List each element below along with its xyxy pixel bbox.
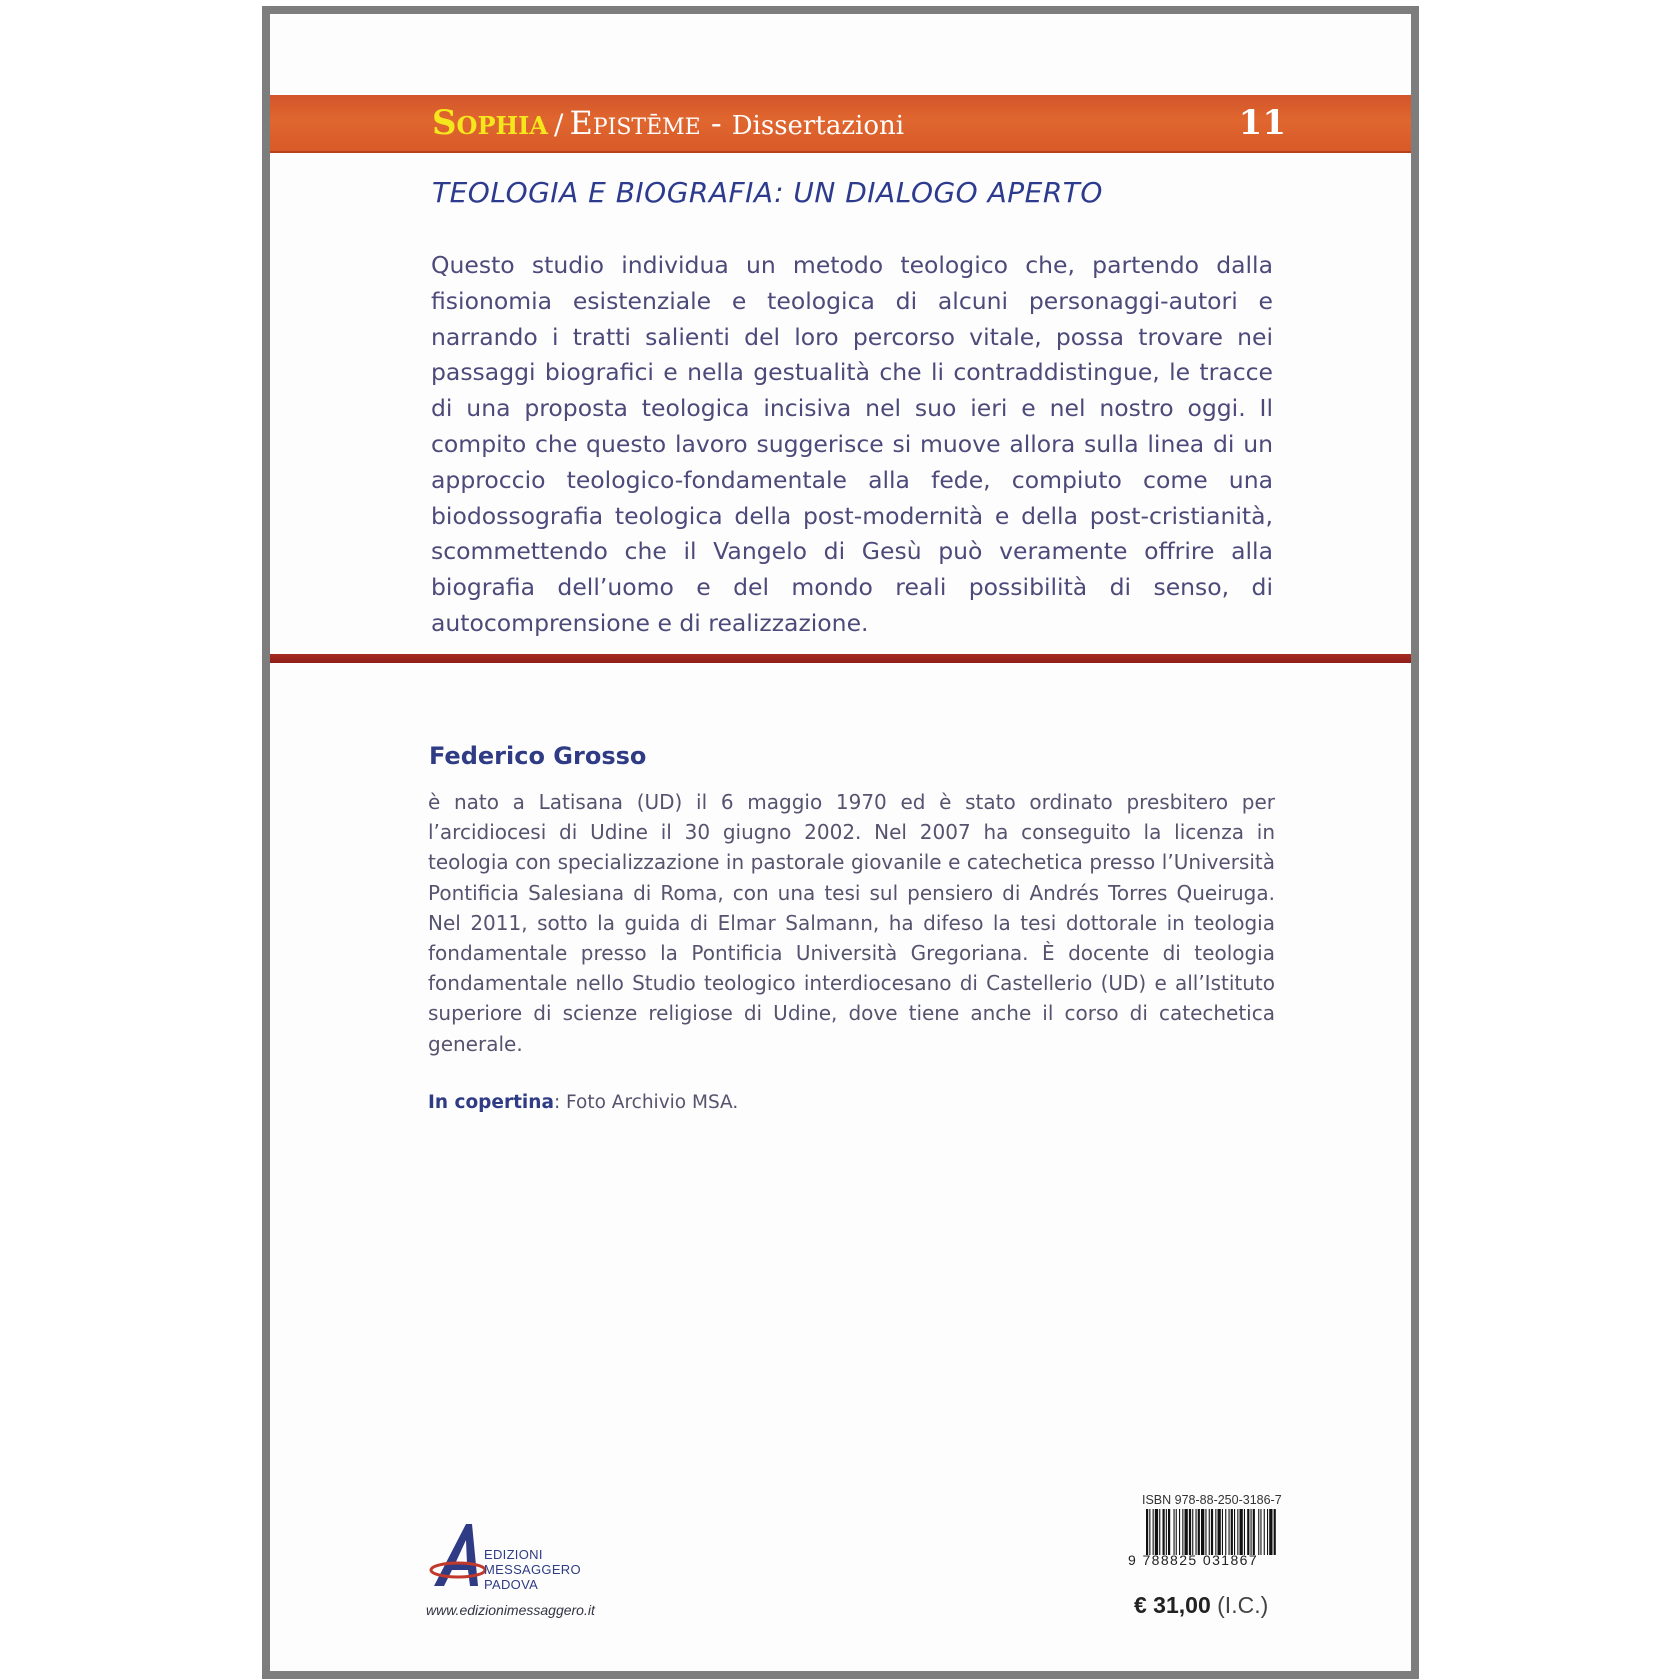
price-amount: € 31,00 <box>1134 1592 1211 1618</box>
isbn-label: ISBN 978-88-250-3186-7 <box>1142 1493 1282 1507</box>
publisher-name-line3: PADOVA <box>484 1577 539 1592</box>
series-episteme: Epistēme - <box>569 104 722 142</box>
publisher-website: www.edizionimessaggero.it <box>426 1602 595 1618</box>
volume-number: 11 <box>1238 103 1286 143</box>
ean-digits: 9 788825 031867 <box>1128 1552 1258 1568</box>
series-band <box>270 95 1411 153</box>
cover-credit-label: In copertina <box>428 1092 554 1113</box>
series-sophia: Sophia <box>432 103 549 143</box>
author-name: Federico Grosso <box>429 742 647 770</box>
series-separator: / <box>554 108 564 141</box>
price-note: (I.C.) <box>1217 1592 1269 1618</box>
cover-credit <box>428 1092 738 1113</box>
series-subtitle: Dissertazioni <box>731 111 905 141</box>
section-divider <box>270 654 1411 663</box>
book-abstract: Questo studio individua un metodo teologico che, partendo dalla fisionomia esistenziale e teologica di alcuni personaggi-autori e narrando i tratti salienti del loro percorso vitale, possa trovare nei passaggi biografici e nella gestualità che li contraddistingue, le tracce di una proposta teologica incisiva nel suo ieri e nel nostro oggi. Il compito che questo lavoro suggerisce si muove allora sulla linea di un approccio teologico-fondamentale alla fede, compiuto come una biodossografia teologica della post-modernità e della post-cristianità, scommettendo che il Vangelo di Gesù può veramente offrire alla biografia dell’uomo e del mondo reali possibilità di senso, di autocomprensione e di realizzazione. <box>431 251 1273 637</box>
publisher-name-line1: EDIZIONI <box>484 1547 543 1562</box>
publisher-name-line2: MESSAGGERO <box>484 1562 581 1577</box>
price <box>1134 1592 1268 1619</box>
series-label <box>432 101 904 145</box>
cover-credit-text: : Foto Archivio MSA. <box>553 1092 739 1113</box>
book-title: TEOLOGIA E BIOGRAFIA: UN DIALOGO APERTO <box>432 176 1103 209</box>
author-bio: è nato a Latisana (UD) il 6 maggio 1970 ed è stato ordinato presbitero per l’arcidiocesi di Udine il 30 giugno 2002. Nel 2007 ha conseguito la licenza in teologia con specializzazione in pastorale giovanile e catechetica presso l’Università Pontificia Salesiana di Roma, con una tesi sul pensiero di Andrés Torres Queiruga. Nel 2011, sotto la guida di Elmar Salmann, ha difeso la tesi dottorale in teologia fondamentale presso la Pontificia Università Gregoriana. È docente di teologia fondamentale nello Studio teologico interdiocesano di Castellerio (UD) e all’Istituto superiore di scienze religiose di Udine, dove tiene anche il corso di catechetica generale. <box>428 790 1275 1056</box>
